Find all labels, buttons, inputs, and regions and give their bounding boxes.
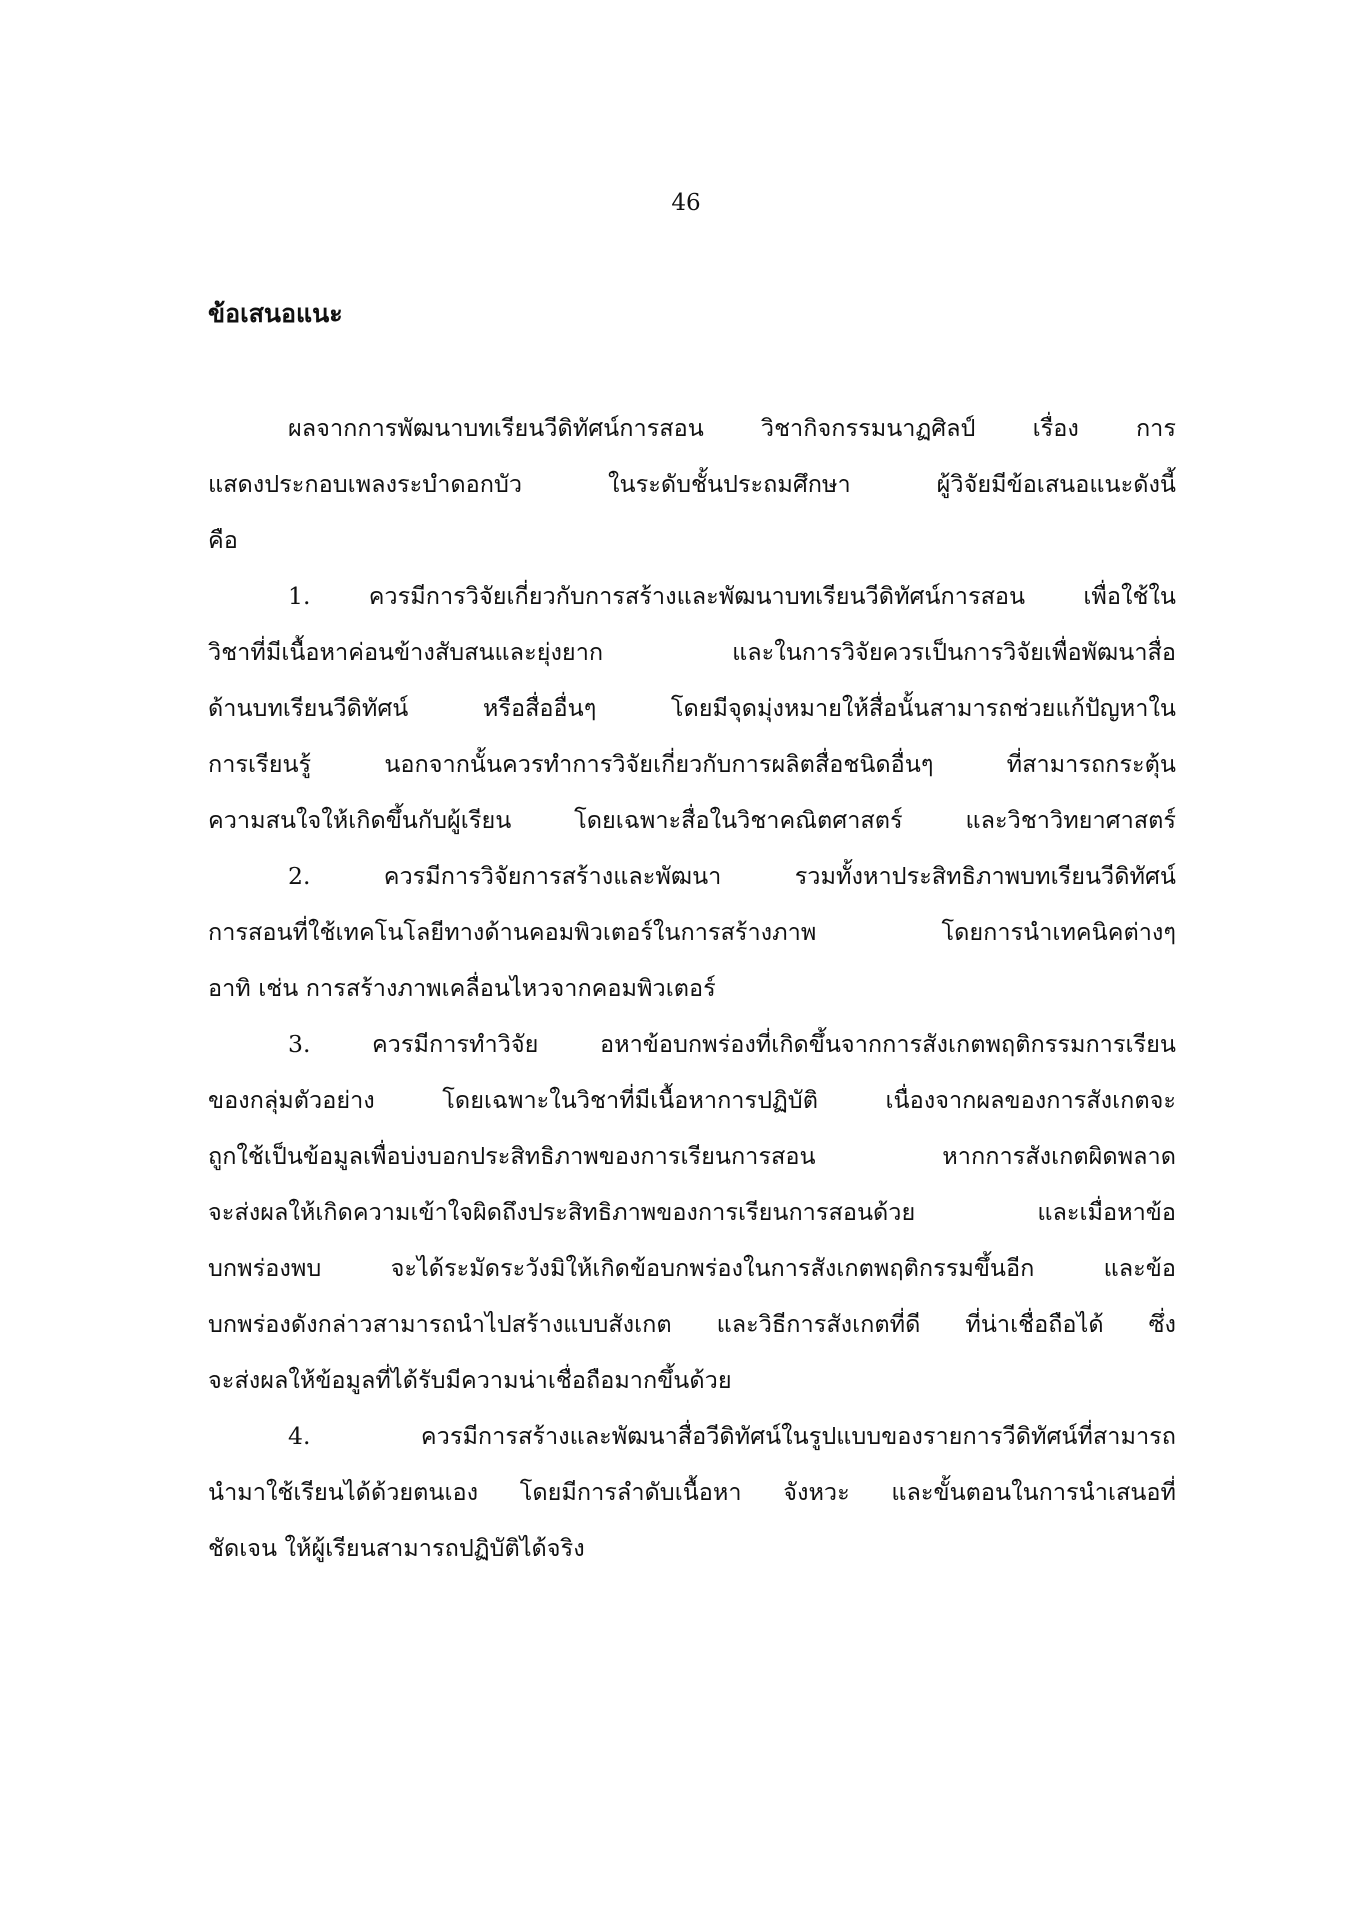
item3-line-5: บกพร่องพบ จะได้ระมัดระวังมิให้เกิดข้อบกพร่องในการสังเกตพฤติกรรมขึ้นอีก และข้อ <box>208 1254 1176 1282</box>
item3-line-4: จะส่งผลให้เกิดความเข้าใจผิดถึงประสิทธิภาพของการเรียนการสอนด้วย และเมื่อหาข้อ <box>208 1198 1176 1226</box>
item2-line-2: การสอนที่ใช้เทคโนโลยีทางด้านคอมพิวเตอร์ในการสร้างภาพ โดยการนำเทคนิคต่างๆ <box>208 918 1176 946</box>
item1-line-5: ความสนใจให้เกิดขึ้นกับผู้เรียน โดยเฉพาะสื่อในวิชาคณิตศาสตร์ และวิชาวิทยาศาสตร์ <box>208 806 1176 834</box>
item3-line-7: จะส่งผลให้ข้อมูลที่ได้รับมีความน่าเชื่อถือมากขึ้นด้วย <box>208 1366 732 1394</box>
item2-line-1: 2. ควรมีการวิจัยการสร้างและพัฒนา รวมทั้งหาประสิทธิภาพบทเรียนวีดิทัศน์ <box>288 862 1176 890</box>
intro-line-2: แสดงประกอบเพลงระบำดอกบัว ในระดับชั้นประถมศึกษา ผู้วิจัยมีข้อเสนอแนะดังนี้ <box>208 470 1176 498</box>
item4-line-3: ชัดเจน ให้ผู้เรียนสามารถปฏิบัติได้จริง <box>208 1534 585 1562</box>
intro-line-3: คือ <box>208 526 238 554</box>
recommendation-item-1 <box>208 568 1176 848</box>
body-text <box>208 400 1176 1576</box>
item4-line-1: 4. ควรมีการสร้างและพัฒนาสื่อวีดิทัศน์ในรูปแบบของรายการวีดิทัศน์ที่สามารถ <box>288 1422 1176 1450</box>
recommendation-item-2 <box>208 848 1176 1016</box>
item3-line-2: ของกลุ่มตัวอย่าง โดยเฉพาะในวิชาที่มีเนื้อหาการปฏิบัติ เนื่องจากผลของการสังเกตจะ <box>208 1086 1176 1114</box>
item1-line-4: การเรียนรู้ นอกจากนั้นควรทำการวิจัยเกี่ยวกับการผลิตสื่อชนิดอื่นๆ ที่สามารถกระตุ้น <box>208 750 1176 778</box>
intro-paragraph <box>208 400 1176 568</box>
item3-line-3: ถูกใช้เป็นข้อมูลเพื่อบ่งบอกประสิทธิภาพของการเรียนการสอน หากการสังเกตผิดพลาด <box>208 1142 1176 1170</box>
intro-line-1: ผลจากการพัฒนาบทเรียนวีดิทัศน์การสอน วิชากิจกรรมนาฏศิลป์ เรื่อง การ <box>288 414 1176 442</box>
item1-line-1: 1. ควรมีการวิจัยเกี่ยวกับการสร้างและพัฒนาบทเรียนวีดิทัศน์การสอน เพื่อใช้ใน <box>288 582 1176 610</box>
section-title: ข้อเสนอแนะ <box>208 299 343 328</box>
item1-line-2: วิชาที่มีเนื้อหาค่อนข้างสับสนและยุ่งยาก และในการวิจัยควรเป็นการวิจัยเพื่อพัฒนาสื่อ <box>208 638 1176 666</box>
item2-line-3: อาทิ เช่น การสร้างภาพเคลื่อนไหวจากคอมพิวเตอร์ <box>208 974 716 1002</box>
item3-line-1: 3. ควรมีการทำวิจัย อหาข้อบกพร่องที่เกิดขึ้นจากการสังเกตพฤติกรรมการเรียน <box>288 1030 1176 1058</box>
recommendation-item-3 <box>208 1016 1176 1408</box>
item3-line-6: บกพร่องดังกล่าวสามารถนำไปสร้างแบบสังเกต และวิธีการสังเกตที่ดี ที่น่าเชื่อถือได้ ซึ่ง <box>208 1310 1176 1338</box>
recommendation-item-4 <box>208 1408 1176 1576</box>
item4-line-2: นำมาใช้เรียนได้ด้วยตนเอง โดยมีการลำดับเนื้อหา จังหวะ และขั้นตอนในการนำเสนอที่ <box>208 1478 1176 1506</box>
item1-line-3: ด้านบทเรียนวีดิทัศน์ หรือสื่ออื่นๆ โดยมีจุดมุ่งหมายให้สื่อนั้นสามารถช่วยแก้ปัญหาใน <box>208 694 1176 722</box>
page-number: 46 <box>671 190 701 216</box>
